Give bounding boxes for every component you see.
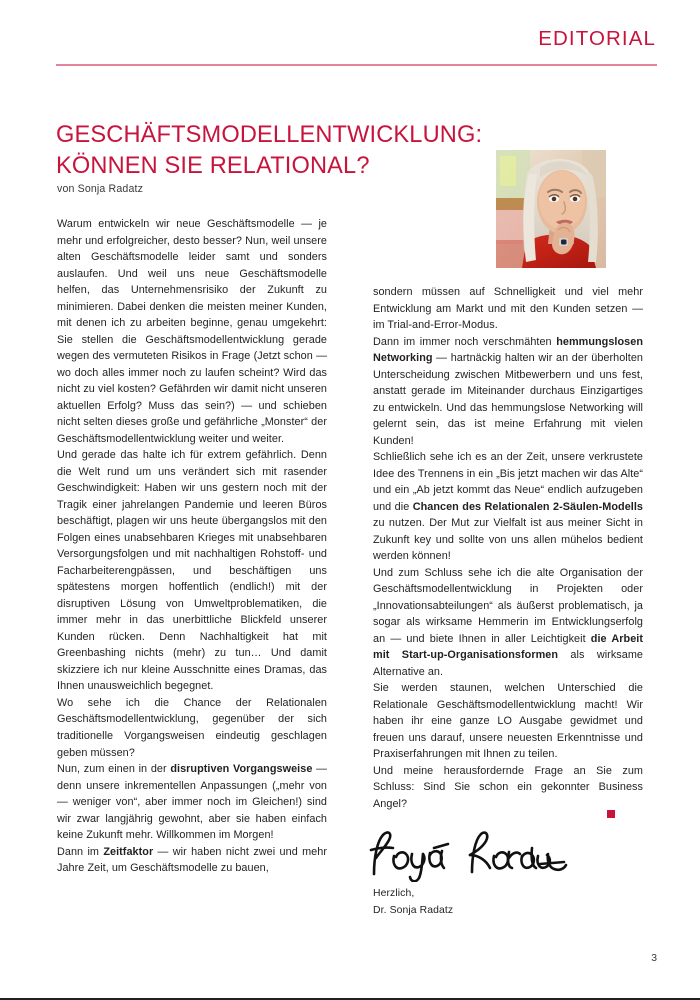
page-number: 3 (651, 953, 657, 964)
body-text: sondern müssen auf Schnelligkeit und viel mehr Entwicklung am Markt und mit den Kunden setzen — im Trial-and-Error-Modus. (373, 286, 643, 332)
body-column-right (373, 284, 643, 813)
body-text: zu nutzen. Der Mut zur Vielfalt ist aus meiner Sicht in Zukunft key und sollte von uns allen mühelos bedient werden können! (373, 517, 643, 563)
body-text: Sie werden staunen, welchen Unterschied die Relationale Geschäftsmodellentwicklung macht! Wir haben ihr eine ganze LO Ausgabe gewidmet und freuen uns darauf, unsere neuesten Erkenntnisse und Praxiserfahrungen mit Ihnen zu teilen. (373, 682, 643, 761)
header-divider (56, 64, 657, 66)
body-text: — hartnäckig halten wir an der überholten Unterscheidung zwischen Mitbewerbern und uns fest, anstatt gerade im Miteinander durchaus Einzigartiges zu entwickeln. Und das hemmungslose Networking will gelernt sein, das ist meine Erfahrung mit vielen Kunden! (373, 352, 643, 447)
page-title-line-2: KÖNNEN SIE RELATIONAL? (56, 153, 370, 180)
paragraph (57, 761, 327, 844)
paragraph (373, 334, 643, 450)
body-column-left (57, 216, 327, 877)
author-signature (368, 828, 568, 882)
body-text: — wir haben nicht zwei und mehr Jahre Zeit, um Geschäftsmodelle zu bauen, (57, 845, 328, 875)
page-title-line-1: GESCHÄFTSMODELLENTWICKLUNG: (56, 121, 483, 148)
byline: von Sonja Radatz (57, 183, 144, 195)
paragraph (373, 449, 643, 565)
body-text: Dann im (57, 845, 104, 858)
paragraph (373, 284, 643, 334)
body-text: als wirksame Alternative an. (373, 649, 644, 678)
emphasis-text: disruptiven Vorgangsweise (170, 763, 313, 776)
paragraph: Wo sehe ich die Chance der Relationalen Geschäftsmodellentwicklung, gegenüber der sich traditionelle Vorgangsweisen eindeutig geschlagen geben müssen? (57, 696, 327, 759)
signoff-block (373, 886, 453, 920)
body-text: Und meine herausfordernde Frage an Sie zum Schluss: Sind Sie schon ein gekonnter Business Angel? (373, 764, 643, 810)
page-title (56, 120, 526, 183)
body-text: Nun, zum einen in der (57, 763, 171, 776)
signoff-name: Dr. Sonja Radatz (373, 904, 454, 916)
article-body (57, 216, 643, 928)
emphasis-text: die Arbeit mit Start-up-Organisationsformen (373, 632, 643, 662)
body-text: — denn unsere inkrementellen Anpassungen („mehr von — weniger von“, aber immer noch im Gleichen!) sind wir zwar langjährig gewohnt, aber sie haben einfach keine Zukunft mehr. Willkommen im Morgen! (57, 763, 327, 842)
paragraph (373, 565, 643, 681)
paragraph (373, 680, 643, 763)
section-label: EDITORIAL (538, 27, 656, 50)
paragraph (57, 844, 327, 877)
body-text: Schließlich sehe ich es an der Zeit, unsere verkrustete Idee des Trennens in ein „Bis jetzt machen wir das Alte“ und ein „Ab jetzt kommt das Neue“ endlich aufzugeben und die (373, 451, 643, 513)
emphasis-text: Chancen des Relationalen 2-Säulen-Modells (412, 500, 643, 513)
paragraph: Und gerade das halte ich für extrem gefährlich. Denn die Welt rund um uns verändert sich mit rasender Geschwindigkeit: Haben wir uns gestern noch mit der Tragik einer jahrelangen Pandemie und leeren Büros beschäftigt, plagen wir uns heute übergangslos mit den Folgen eines unabsehbaren Krieges mit unabsehbaren Versorgungsfolgen und mit nachhaltigen Rohstoff- und Facharbeiterengpässen, und beschäftigen uns spätestens morgen hoffentlich (endlich!) mit der disruptiven Lösung von Umweltproblematiken, die immer mehr in das unerbittliche Blickfeld unserer Kunden rücken. Denn Nachhaltigkeit hat mit Greenbashing nichts (mehr) zu tun… Und damit skizziere ich nur kleine Ausschnitte eines Dramas, das Ihnen unausweichlich begegnet. (57, 449, 327, 693)
paragraph (373, 763, 643, 813)
signoff-greeting: Herzlich, (373, 888, 415, 899)
emphasis-text: Zeitfaktor (103, 845, 154, 858)
body-text: Dann im immer noch verschmähten (373, 335, 557, 348)
end-of-article-marker (607, 810, 615, 818)
emphasis-text: hemmungslosen Networking (373, 335, 643, 365)
paragraph: Warum entwickeln wir neue Geschäftsmodelle — je mehr und erfolgreicher, desto besser? Nun, weil unsere alten Geschäftsmodelle leider samt und sonders auslaufen. Und weil uns neue Geschäftsmodelle helfen, das Unternehmensrisiko der Zukunft zu minimieren. Dabei denken die meisten meiner Kunden, mit denen ich zu arbeiten beginne, genau umgekehrt: Sie stellen die Geschäftsmodellentwicklung gerade wegen des vermuteten Risikos in Frage (Jetzt schon — wo doch alles immer noch zu laufen scheint? Wird das nicht zu viel kosten? Gefährden wir damit nicht unseren aktuellen Erfolg? Muss das sein?) — und schieben nicht selten dieses große und gefährliche „Monster“ der Geschäftsmodellentwicklung weiter und weiter. (57, 218, 327, 445)
body-text: Und zum Schluss sehe ich die alte Organisation der Geschäftsmodellentwicklung in Projekten oder „Innovationsabteilungen“ als äußerst problematisch, ja sogar als wirksame Hemmerin im Entwicklungserfolg an — und biete Ihnen in aller Leichtigkeit (373, 566, 643, 645)
